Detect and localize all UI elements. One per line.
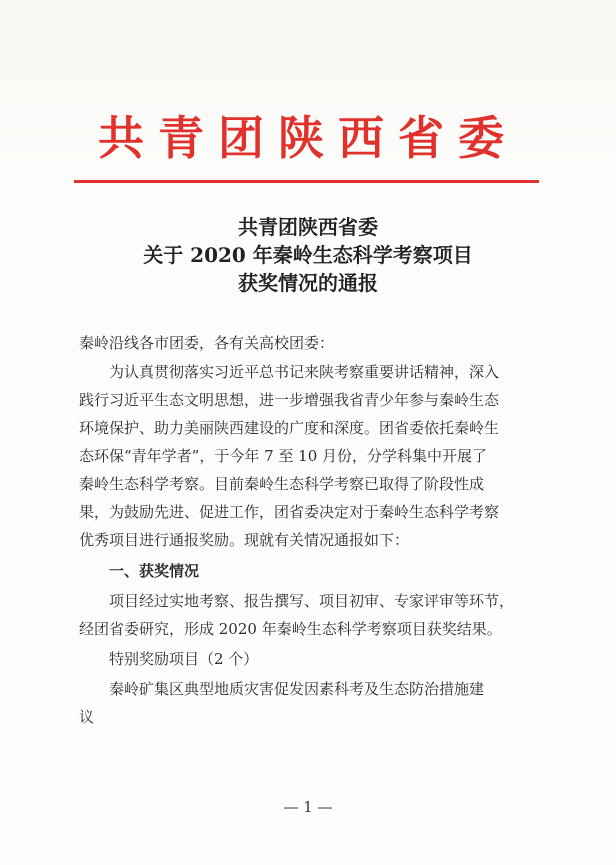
- paragraph-1-line: 优秀项目进行通报奖励。现就有关情况通报如下：: [79, 531, 410, 549]
- paragraph-1-line: 秦岭生态科学考察。目前秦岭生态科学考察已取得了阶段性成: [79, 475, 485, 493]
- paragraph-2-line: 经团省委研究，形成 2020 年秦岭生态科学考察项目获奖结果。: [79, 620, 502, 638]
- paragraph-2-line: 项目经过实地考察、报告撰写、项目初审、专家评审等环节，: [109, 592, 515, 610]
- salutation: 秦岭沿线各市团委，各有关高校团委：: [79, 334, 335, 352]
- paragraph-1-line: 态环保“青年学者”，于今年 7 至 10 月份，分学科集中开展了: [79, 447, 488, 465]
- project-1-line: 秦岭矿集区典型地质灾害促发因素科考及生态防治措施建: [109, 680, 485, 698]
- letterhead-red-rule: [74, 180, 539, 183]
- document-title-line-1: 共青团陕西省委: [238, 215, 378, 239]
- special-award-heading: 特别奖励项目（2 个）: [109, 650, 259, 668]
- paragraph-1-line: 环境保护、助力美丽陕西建设的广度和深度。团省委依托秦岭生: [79, 419, 500, 437]
- letterhead-org-name: 共青团陕西省委: [98, 111, 518, 165]
- paragraph-1-line: 果，为鼓励先进、促进工作，团省委决定对于秦岭生态科学考察: [79, 503, 500, 521]
- document-title-line-2: 关于 2020 年秦岭生态科学考察项目: [143, 243, 473, 267]
- section-heading-awards: 一、获奖情况: [109, 562, 200, 580]
- paragraph-1-line: 为认真贯彻落实习近平总书记来陕考察重要讲话精神，深入: [109, 363, 500, 381]
- document-title-line-3: 获奖情况的通报: [238, 271, 378, 295]
- project-1-line: 议: [79, 708, 95, 726]
- paragraph-1-line: 践行习近平生态文明思想，进一步增强我省青少年参与秦岭生态: [79, 391, 500, 409]
- page-number: — 1 —: [283, 798, 333, 816]
